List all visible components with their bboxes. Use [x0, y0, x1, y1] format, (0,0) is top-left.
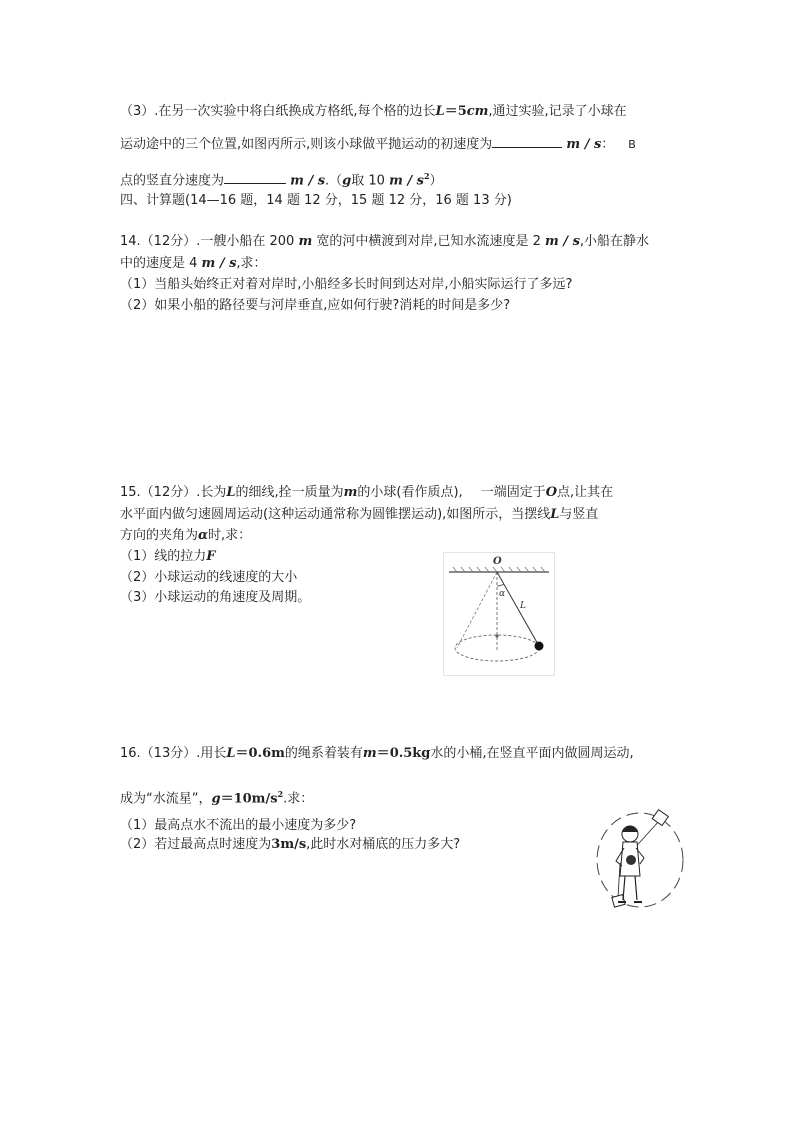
figure-frame — [444, 553, 555, 676]
q15-line3: 方向的夹角为α时,求： — [120, 528, 252, 543]
string-label-L: L — [520, 601, 526, 611]
q15-sub2: （2）小球运动的线速度的大小 — [120, 570, 298, 585]
cone-left-edge — [457, 572, 497, 648]
q14-sub1: （1）当船头始终正对着对岸时,小船经多长时间到达对岸,小船实际运行了多远? — [120, 277, 573, 292]
q16-line1: 16.（13分）.用长L＝0.6m的绳系着装有m＝0.5kg水的小桶,在竖直平面内做圆周运动, — [120, 746, 634, 761]
q16-sub2: （2）若过最高点时速度为3m/s,此时水对桶底的压力多大? — [120, 837, 461, 852]
q14-line1: 14.（12分）.一艘小船在 200 m 宽的河中横渡到对岸,已知水流速度是 2 m / s,小船在静水 — [120, 234, 650, 249]
section4-title: 四、计算题(14—16 题，14 题 12 分，15 题 12 分，16 题 13 分) — [120, 193, 512, 208]
conical-pendulum-figure — [443, 552, 555, 676]
q15-line1: 15.（12分）.长为L的细线,拴一质量为m的小球(看作质点), 一端固定于O点,让其在 — [120, 485, 614, 500]
q16-sub1: （1）最高点水不流出的最小速度为多少? — [120, 818, 357, 833]
q15-sub1: （1）线的拉力F — [120, 549, 216, 564]
q14-sub2: （2）如果小船的路径要与河岸垂直,应如何行驶?消耗的时间是多少? — [120, 298, 511, 313]
q15-sub3: （3）小球运动的角速度及周期。 — [120, 590, 311, 605]
answer-blank-initial-velocity[interactable] — [492, 136, 562, 148]
q3-line1: （3）.在另一次实验中将白纸换成方格纸,每个格的边长L＝5cm,通过实验,记录了小球在 — [120, 104, 627, 119]
pendulum-ball — [535, 642, 544, 651]
person-legs — [623, 876, 637, 900]
angle-label-alpha: α — [499, 589, 506, 599]
person-hair — [622, 826, 638, 832]
water-meteor-illustration — [590, 806, 690, 914]
center-point — [495, 634, 498, 637]
q15-line2: 水平面内做匀速圆周运动(这种运动通常称为圆锥摆运动),如图所示，当摆线L与竖直 — [120, 507, 599, 522]
swing-circle — [597, 813, 683, 907]
angle-arc — [497, 584, 504, 586]
q3-line3: 点的竖直分速度为 m / s.（g取 10 m / $s^2$） — [120, 171, 443, 189]
answer-blank-vertical-velocity[interactable] — [224, 172, 286, 184]
held-object — [626, 855, 636, 865]
pendulum-string — [497, 572, 539, 646]
pivot-label-O: O — [493, 556, 502, 567]
q3-line2: 运动途中的三个位置,如图丙所示,则该小球做平抛运动的初速度为 m / s： B — [120, 137, 636, 152]
q16-line2: 成为“水流星”，$g=10m/s^2$.求： — [120, 789, 314, 807]
q14-line2: 中的速度是 4 m / s,求： — [120, 256, 267, 271]
